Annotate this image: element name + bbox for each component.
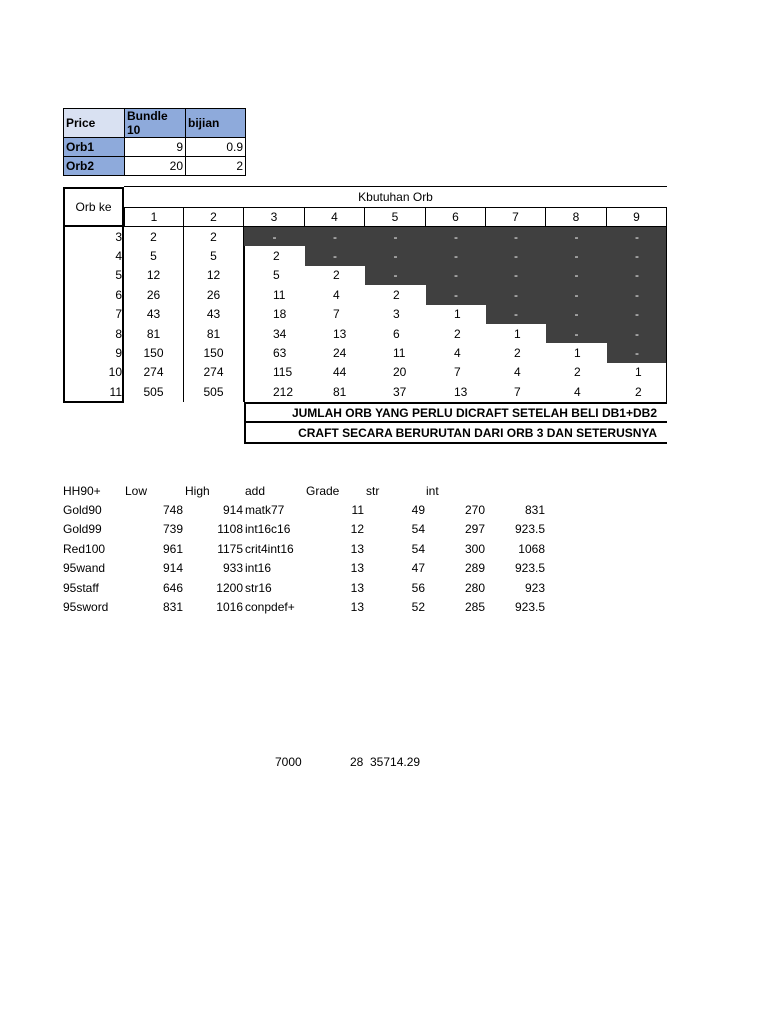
stats-header[interactable]: High [185, 484, 210, 498]
stats-cell[interactable]: 739 [162, 522, 183, 537]
orb-table-cell[interactable]: 34 [244, 324, 305, 343]
stats-table [0, 480, 768, 620]
orb-table-cell[interactable]: - [607, 227, 667, 246]
orb-table-cell[interactable]: 1 [635, 365, 642, 380]
orb-row-number[interactable]: 4 [115, 249, 122, 264]
orb-table-cell[interactable]: 212 [244, 382, 305, 401]
stats-cell[interactable]: 54 [411, 541, 425, 556]
stats-cell[interactable]: 831 [524, 503, 545, 517]
orb-table-cell[interactable]: - [244, 227, 305, 246]
orb-table-cell[interactable]: 20 [393, 365, 407, 380]
stats-cell[interactable]: matk77 [245, 503, 285, 517]
stats-row-name[interactable]: 95wand [63, 561, 106, 576]
orb-table-cell[interactable]: - [365, 227, 426, 246]
stats-cell[interactable]: conpdef+ [245, 600, 295, 614]
orb-table-cell[interactable]: 81 [333, 384, 347, 399]
orb-row-number[interactable]: 10 [108, 365, 122, 380]
price-header-price[interactable]: Price [64, 109, 125, 138]
orb-table-cell[interactable]: 274 [124, 363, 184, 382]
stats-cell[interactable]: 933 [222, 561, 243, 576]
orb-table-cell[interactable]: 2 [574, 365, 581, 380]
orb-table-cell[interactable]: 13 [454, 384, 468, 399]
orb-column-header[interactable]: 6 [426, 207, 486, 227]
stats-row-name[interactable]: Gold99 [63, 522, 102, 537]
stats-cell[interactable]: 54 [411, 522, 425, 537]
stats-cell[interactable]: 297 [464, 522, 485, 537]
orb-row-number[interactable]: 8 [115, 326, 122, 341]
orb-table-cell[interactable]: 4 [574, 384, 581, 399]
orb-table-cell[interactable]: 43 [184, 305, 244, 324]
stats-cell[interactable]: 923 [524, 580, 545, 595]
orb-table-cell[interactable]: 11 [393, 346, 406, 361]
stats-cell[interactable]: 923.5 [514, 561, 545, 576]
orb-table-cell[interactable]: 63 [244, 343, 305, 362]
stats-cell[interactable]: 961 [162, 541, 183, 556]
orb-table-cell[interactable]: - [607, 246, 667, 265]
orb-table-cell[interactable]: 150 [184, 343, 244, 362]
stats-cell[interactable]: 914 [162, 561, 183, 576]
stats-cell[interactable]: int16 [245, 561, 272, 576]
stats-row-name[interactable]: Gold90 [63, 503, 102, 517]
orb-table-cell[interactable]: 1 [574, 346, 581, 361]
orb-table-cell[interactable]: 12 [184, 266, 244, 285]
stats-row-name[interactable]: 95sword [63, 600, 109, 614]
orb-table-cell[interactable]: - [486, 246, 546, 265]
orb-table-cell[interactable]: - [426, 246, 486, 265]
orb-column-header[interactable]: 7 [486, 207, 546, 227]
orb-table-cell[interactable]: 12 [124, 266, 184, 285]
orb-table-cell[interactable]: - [426, 285, 486, 304]
orb-table-cell[interactable]: 4 [333, 287, 340, 302]
stats-cell[interactable]: 646 [162, 580, 183, 595]
orb-table-cell[interactable]: 115 [244, 363, 305, 382]
stats-cell[interactable]: 1068 [518, 541, 545, 556]
orb-row-number[interactable]: 7 [115, 307, 122, 322]
stats-cell[interactable]: 831 [162, 600, 183, 614]
price-header-bijian[interactable]: bijian [186, 109, 246, 138]
footer-value[interactable]: 7000 [275, 755, 302, 769]
orb-table-cell[interactable]: 6 [393, 326, 400, 341]
stats-cell[interactable]: 289 [464, 561, 485, 576]
footer-value[interactable]: 35714.29 [370, 755, 421, 769]
stats-cell[interactable]: 1108 [217, 522, 243, 537]
orb-table-cell[interactable]: 2 [184, 227, 244, 246]
orb-table-cell[interactable]: 2 [333, 268, 340, 283]
price-row-name[interactable]: Orb1 [64, 138, 125, 157]
orb-row-header[interactable]: Orb ke [63, 187, 124, 227]
orb-table-cell[interactable]: - [305, 227, 365, 246]
orb-row-number[interactable]: 5 [115, 268, 122, 283]
orb-column-header[interactable]: 3 [244, 207, 305, 227]
orb-table [0, 0, 768, 460]
orb-row-number[interactable]: 9 [115, 346, 122, 361]
orb-table-cell[interactable]: 150 [124, 343, 184, 362]
orb-table-cell[interactable]: 3 [393, 307, 400, 322]
stats-cell[interactable]: 13 [350, 580, 364, 595]
stats-cell[interactable]: 1200 [216, 580, 243, 595]
stats-header[interactable]: int [426, 484, 439, 498]
orb-column-header[interactable]: 5 [365, 207, 426, 227]
stats-header[interactable]: Grade [306, 484, 340, 498]
orb-table-cell[interactable]: - [546, 246, 607, 265]
price-header-bundle[interactable]: Bundle 10 [125, 109, 186, 138]
stats-cell[interactable]: 56 [411, 580, 425, 595]
orb-table-cell[interactable]: - [607, 285, 667, 304]
orb-column-header[interactable]: 4 [305, 207, 365, 227]
orb-table-cell[interactable]: 81 [184, 324, 244, 343]
stats-cell[interactable]: 12 [350, 522, 364, 537]
orb-table-cell[interactable]: 24 [333, 346, 347, 361]
orb-table-cell[interactable]: 2 [454, 326, 461, 341]
stats-cell[interactable]: 285 [464, 600, 485, 614]
orb-table-cell[interactable]: 4 [454, 346, 461, 361]
orb-row-number[interactable]: 11 [109, 384, 122, 399]
orb-table-cell[interactable]: 1 [454, 307, 461, 322]
orb-table-cell[interactable]: - [305, 246, 365, 265]
orb-table-cell[interactable]: 505 [124, 382, 184, 401]
stats-cell[interactable]: str16 [245, 580, 272, 595]
orb-table-cell[interactable]: 2 [635, 384, 642, 399]
stats-cell[interactable]: 1175 [217, 541, 243, 556]
stats-cell[interactable]: 748 [162, 503, 183, 517]
orb-table-cell[interactable]: 5 [244, 266, 305, 285]
orb-table-cell[interactable]: - [486, 305, 546, 324]
orb-table-cell[interactable]: 505 [184, 382, 244, 401]
stats-cell[interactable]: int16c16 [245, 522, 291, 537]
orb-table-cell[interactable]: 37 [393, 384, 407, 399]
orb-table-cell[interactable]: - [546, 305, 607, 324]
orb-table-cell[interactable]: 7 [454, 365, 461, 380]
orb-column-header[interactable]: 1 [124, 207, 184, 227]
price-row-bijian[interactable]: 0.9 [186, 138, 246, 157]
orb-column-header[interactable]: 8 [546, 207, 607, 227]
stats-header[interactable]: add [245, 484, 266, 498]
orb-table-cell[interactable]: 43 [124, 305, 184, 324]
stats-cell[interactable]: 280 [464, 580, 485, 595]
orb-row-number[interactable]: 3 [115, 229, 122, 244]
orb-note[interactable]: JUMLAH ORB YANG PERLU DICRAFT SETELAH BELI DB1+DB2 [244, 402, 667, 423]
orb-table-cell[interactable]: 26 [124, 285, 184, 304]
stats-row-name[interactable]: Red100 [63, 541, 106, 556]
orb-column-header[interactable]: 2 [184, 207, 244, 227]
stats-header[interactable]: str [366, 484, 380, 498]
orb-table-cell[interactable]: 2 [244, 246, 305, 265]
stats-cell[interactable]: 914 [222, 503, 243, 517]
orb-table-cell[interactable]: 4 [514, 365, 521, 380]
orb-table-cell[interactable]: 274 [184, 363, 244, 382]
stats-header[interactable]: HH90+ [63, 484, 101, 498]
orb-table-cell[interactable]: - [607, 266, 667, 285]
orb-table-cell[interactable]: - [426, 227, 486, 246]
stats-cell[interactable]: crit4int16 [245, 541, 294, 556]
orb-table-cell[interactable]: 2 [124, 227, 184, 246]
orb-table-cell[interactable]: 18 [244, 305, 305, 324]
orb-table-cell[interactable]: 2 [393, 287, 400, 302]
orb-table-cell[interactable]: - [486, 266, 546, 285]
orb-table-cell[interactable]: - [546, 266, 607, 285]
stats-cell[interactable]: 11 [351, 503, 364, 517]
orb-table-cell[interactable]: 7 [514, 384, 521, 399]
stats-header[interactable]: Low [125, 484, 148, 498]
price-row-bundle[interactable]: 20 [125, 157, 186, 176]
orb-table-cell[interactable]: - [546, 227, 607, 246]
orb-table-cell[interactable]: 5 [184, 246, 244, 265]
orb-table-cell[interactable]: 1 [514, 326, 521, 341]
stats-cell[interactable]: 1016 [216, 600, 243, 614]
orb-table-cell[interactable]: - [546, 285, 607, 304]
orb-table-cell[interactable]: 13 [333, 326, 347, 341]
orb-table-cell[interactable]: 2 [514, 346, 521, 361]
orb-table-cell[interactable]: 44 [333, 365, 347, 380]
table-divider [666, 227, 667, 402]
price-row-name[interactable]: Orb2 [64, 157, 125, 176]
orb-table-cell[interactable]: - [365, 266, 426, 285]
orb-table-cell[interactable]: - [486, 285, 546, 304]
price-row-bijian[interactable]: 2 [186, 157, 246, 176]
price-row-bundle[interactable]: 9 [125, 138, 186, 157]
stats-cell[interactable]: 52 [411, 600, 425, 614]
stats-cell[interactable]: 47 [411, 561, 425, 576]
orb-group-header[interactable]: Kbutuhan Orb [124, 186, 667, 207]
stats-cell[interactable]: 923.5 [514, 600, 545, 614]
orb-table-cell[interactable]: - [607, 324, 667, 343]
stats-cell[interactable]: 13 [350, 541, 364, 556]
orb-table-cell[interactable]: - [607, 343, 667, 362]
orb-row-number[interactable]: 6 [115, 287, 122, 302]
orb-table-cell[interactable]: 81 [124, 324, 184, 343]
orb-table-cell[interactable]: 7 [333, 307, 340, 322]
orb-table-cell[interactable]: 26 [184, 285, 244, 304]
orb-table-cell[interactable]: 11 [244, 285, 305, 304]
orb-note[interactable]: CRAFT SECARA BERURUTAN DARI ORB 3 DAN SETERUSNYA [244, 423, 667, 444]
orb-table-cell[interactable]: - [365, 246, 426, 265]
orb-table-cell[interactable]: - [546, 324, 607, 343]
orb-table-cell[interactable]: - [486, 227, 546, 246]
footer-value[interactable]: 28 [350, 755, 364, 769]
stats-cell[interactable]: 49 [411, 503, 425, 517]
orb-table-cell[interactable]: - [426, 266, 486, 285]
stats-cell[interactable]: 300 [464, 541, 485, 556]
stats-cell[interactable]: 923.5 [514, 522, 545, 537]
orb-table-cell[interactable]: - [607, 305, 667, 324]
stats-cell[interactable]: 270 [464, 503, 485, 517]
stats-cell[interactable]: 13 [350, 561, 364, 576]
stats-cell[interactable]: 13 [350, 600, 364, 614]
orb-table-cell[interactable]: 5 [124, 246, 184, 265]
orb-column-header[interactable]: 9 [607, 207, 667, 227]
stats-row-name[interactable]: 95staff [63, 580, 99, 595]
